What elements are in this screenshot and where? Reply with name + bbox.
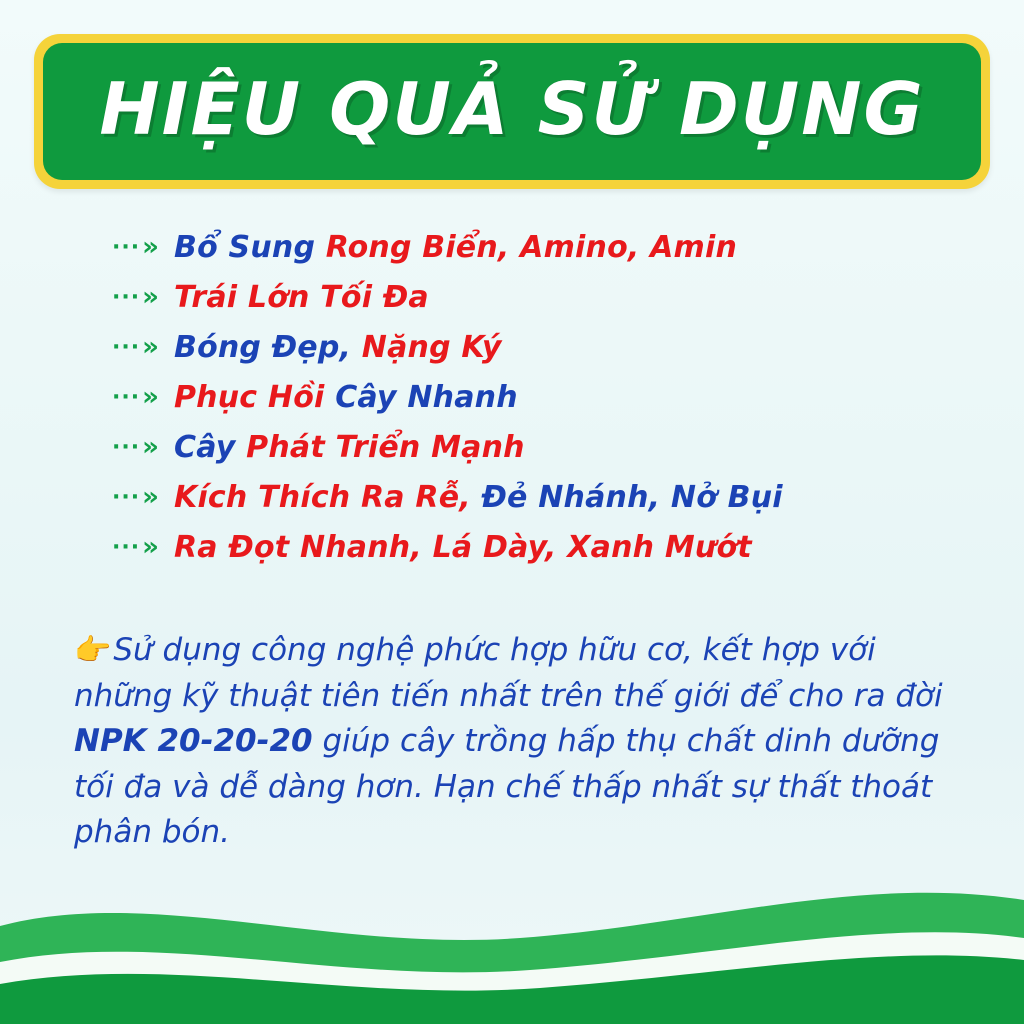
double-chevron-icon <box>112 534 174 560</box>
benefit-segment: Đẻ Nhánh, Nở Bụi <box>481 479 783 515</box>
list-item <box>112 222 972 272</box>
benefit-text <box>174 530 752 565</box>
benefit-text <box>174 330 502 365</box>
benefit-text <box>174 380 518 415</box>
bullet-chevrons: » <box>142 532 159 562</box>
product-name-highlight: NPK 20-20-20 <box>74 723 313 760</box>
benefit-segment: Nặng Ký <box>361 329 502 365</box>
bottom-wave-decoration <box>0 834 1024 1024</box>
paragraph-part-2: giúp cây trồng hấp thụ chất dinh dưỡng tối đa và dễ dàng hơn. Hạn chế thấp nhất sự thất thoát phân bón. <box>74 723 940 851</box>
double-chevron-icon <box>112 284 174 310</box>
bullet-chevrons: » <box>142 282 159 312</box>
double-chevron-icon <box>112 484 174 510</box>
list-item <box>112 422 972 472</box>
bullet-dots: ··· <box>112 285 141 310</box>
benefit-segment: Bổ Sung <box>174 229 326 265</box>
benefit-segment: Ra Đọt Nhanh, Lá Dày, Xanh Mướt <box>174 529 752 565</box>
benefit-segment: Phát Triển Mạnh <box>246 429 525 465</box>
bullet-dots: ··· <box>112 335 141 360</box>
description-paragraph <box>74 628 964 856</box>
double-chevron-icon <box>112 334 174 360</box>
list-item <box>112 322 972 372</box>
benefit-text <box>174 280 429 315</box>
benefit-text <box>174 480 783 515</box>
header-banner <box>34 34 990 189</box>
benefit-segment: Bóng Đẹp, <box>174 329 362 365</box>
double-chevron-icon <box>112 384 174 410</box>
list-item <box>112 522 972 572</box>
bullet-dots: ··· <box>112 535 141 560</box>
bullet-dots: ··· <box>112 485 141 510</box>
list-item <box>112 472 972 522</box>
benefit-segment: Trái Lớn Tối Đa <box>174 279 429 315</box>
benefit-text <box>174 430 525 465</box>
double-chevron-icon <box>112 434 174 460</box>
paragraph-part-1: Sử dụng công nghệ phức hợp hữu cơ, kết hợp với những kỹ thuật tiên tiến nhất trên thế giới để cho ra đời <box>74 632 943 714</box>
bullet-dots: ··· <box>112 235 141 260</box>
double-chevron-icon <box>112 234 174 260</box>
bullet-chevrons: » <box>142 332 159 362</box>
bullet-chevrons: » <box>142 382 159 412</box>
benefit-segment: Kích Thích Ra Rễ, <box>174 479 482 515</box>
benefit-segment: Rong Biển, Amino, Amin <box>325 229 738 265</box>
bullet-chevrons: » <box>142 482 159 512</box>
benefit-text <box>174 230 737 265</box>
benefit-segment: Cây <box>174 429 247 465</box>
page-title: HIỆU QUẢ SỬ DỤNG <box>99 66 925 151</box>
list-item <box>112 272 972 322</box>
bullet-chevrons: » <box>142 232 159 262</box>
header-banner-inner <box>43 43 981 180</box>
benefit-segment: Phục Hồi <box>174 379 336 415</box>
list-item <box>112 372 972 422</box>
pointing-hand-icon: 👉 <box>74 633 112 668</box>
bullet-dots: ··· <box>112 435 141 460</box>
benefits-list <box>112 222 972 572</box>
bullet-chevrons: » <box>142 432 159 462</box>
benefit-segment: Cây Nhanh <box>335 379 518 415</box>
bullet-dots: ··· <box>112 385 141 410</box>
